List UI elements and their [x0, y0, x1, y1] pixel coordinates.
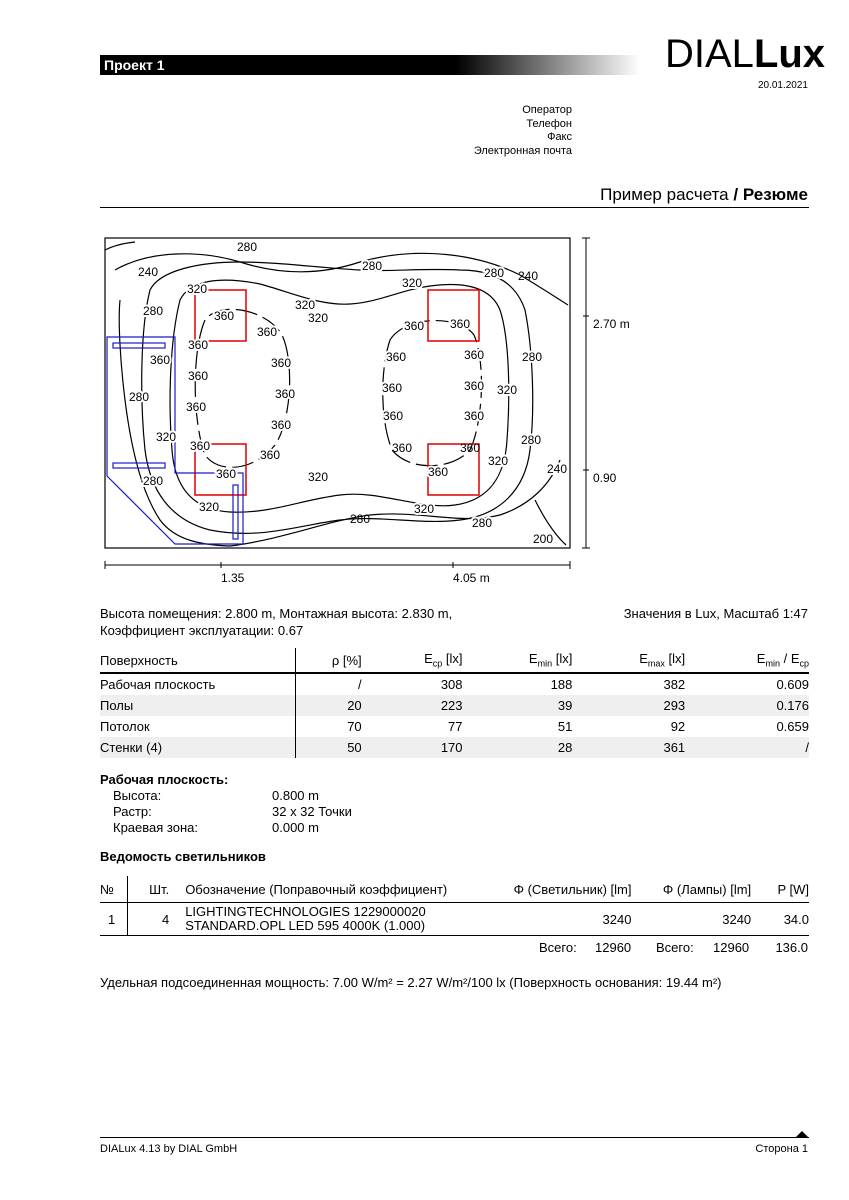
specific-power: Удельная подсоединенная мощность: 7.00 W/m² = 2.27 W/m²/100 lx (Поверхность основания: 19.44 m²) — [100, 975, 722, 990]
surface-rho: 70 — [347, 719, 362, 734]
contour-label: 360 — [256, 325, 278, 339]
col-power: P [W] — [751, 876, 809, 903]
col-flux-lamp: Φ (Лампы) [lm] — [631, 876, 751, 903]
col-emax: $E_{max}$ [lx] — [572, 648, 685, 673]
contour-label: 360 — [215, 467, 237, 481]
surface-name: Стенки (4) — [100, 737, 295, 758]
luminaire-list-title: Ведомость светильников — [100, 849, 266, 864]
maintenance-factor: Коэффициент эксплуатации: 0.67 — [100, 623, 304, 638]
contour-label: 320 — [307, 470, 329, 484]
section-title-bold: Резюме — [742, 185, 808, 204]
contour-label: 320 — [198, 500, 220, 514]
total-flux-lamp: 12960 — [713, 940, 750, 955]
contour-label: 320 — [487, 454, 509, 468]
workplane-grid-value: 32 x 32 Точки — [272, 804, 352, 819]
contour-label: 360 — [403, 319, 425, 333]
surfaces-header-row — [100, 648, 809, 673]
table-row — [100, 673, 809, 695]
contour-label: 360 — [187, 369, 209, 383]
svg-text:360: 360 — [391, 441, 413, 455]
contact-phone: Телефон — [526, 117, 572, 130]
contour-label: 320 — [155, 430, 177, 444]
surface-emin: 188 — [550, 677, 573, 692]
col-ecp: $E_{cp}$ [lx] — [362, 648, 463, 673]
contour-label: 360 — [449, 317, 471, 331]
contour-label: 360 — [189, 439, 211, 453]
footer-software: DIALux 4.13 by DIAL GmbH — [100, 1143, 238, 1155]
col-flux-luminaire: Φ (Светильник) [lm] — [489, 876, 631, 903]
surface-rho: 20 — [295, 695, 361, 716]
workplane-grid-label: Растр: — [113, 804, 152, 819]
lamp-flux: 3240 — [631, 903, 751, 936]
contour-label: 360 — [385, 350, 407, 364]
contour-label: 360 — [213, 309, 235, 323]
surface-name: Потолок — [100, 716, 295, 737]
table-row — [100, 716, 809, 737]
surface-ecp: 308 — [440, 677, 463, 692]
section-title-separator: / — [733, 185, 739, 204]
surface-ecp: 223 — [362, 695, 463, 716]
workplane-height-value: 0.800 m — [272, 788, 319, 803]
contour-label: 200 — [532, 532, 554, 546]
logo-lux: Lux — [753, 32, 826, 76]
section-title-main: Пример расчета — [600, 185, 729, 204]
luminaire-manufacturer: LIGHTINGTECHNOLOGIES 1229000020 — [185, 904, 426, 919]
contour-label: 360 — [185, 400, 207, 414]
col-designation: Обозначение (Поправочный коэффициент) — [185, 876, 489, 903]
logo-ux: ux — [778, 32, 826, 76]
contour-label: 360 — [149, 353, 171, 367]
luminaire-qty: 4 — [128, 903, 185, 936]
contour-label: 360 — [270, 356, 292, 370]
contour-label: 360 — [259, 448, 281, 462]
surface-uniformity: / — [685, 737, 809, 758]
total-power: 136.0 — [775, 940, 808, 955]
contour-label: 360 — [381, 381, 403, 395]
contour-label: 280 — [142, 474, 164, 488]
surface-rho: / — [358, 677, 362, 692]
col-uniformity: $E_{min} / E_{cp}$ — [685, 648, 809, 673]
surface-emin: 28 — [463, 737, 573, 758]
luminaire-table — [100, 876, 809, 936]
workplane-title: Рабочая плоскость: — [100, 772, 229, 787]
table-row — [100, 737, 809, 758]
surface-rho: 50 — [295, 737, 361, 758]
dim-bottom-left: 1.35 — [221, 571, 245, 585]
total-label-1: Всего: — [539, 940, 577, 955]
workplane-height-label: Высота: — [113, 788, 162, 803]
contour-label: 280 — [471, 516, 493, 530]
col-emin: $E_{min}$ [lx] — [463, 648, 573, 673]
contour-label: 320 — [401, 276, 423, 290]
contour-label: 320 — [413, 502, 435, 516]
logo-dial: DIAL — [665, 32, 754, 76]
surface-name: Полы — [100, 695, 295, 716]
dim-right-upper: 2.70 m — [593, 317, 630, 331]
footer-triangle-icon — [796, 1131, 808, 1137]
contour-label: 280 — [236, 240, 258, 254]
dim-right-lower: 0.90 — [593, 471, 617, 485]
table-row — [100, 903, 809, 936]
surface-uniformity: 0.609 — [776, 677, 809, 692]
footer-page-number: Сторона 1 — [755, 1143, 808, 1155]
total-label-2: Всего: — [656, 940, 694, 955]
luminaire-header-row — [100, 876, 809, 903]
contour-label: 280 — [483, 266, 505, 280]
table-row — [100, 695, 809, 716]
contour-label: 360 — [187, 338, 209, 352]
workplane-border-value: 0.000 m — [272, 820, 319, 835]
report-date: 20.01.2021 — [757, 80, 808, 91]
luminaire-designation — [185, 903, 489, 936]
col-no: № — [100, 876, 128, 903]
luminaire-power: 34.0 — [751, 903, 809, 936]
surface-emax: 361 — [572, 737, 685, 758]
dimension-bottom — [105, 561, 570, 569]
project-title: Проект 1 — [104, 57, 165, 73]
contour-label: 320 — [294, 298, 316, 312]
luminaire-2 — [428, 290, 479, 341]
surface-emax: 92 — [670, 719, 686, 734]
workplane-border-label: Краевая зона: — [113, 820, 198, 835]
luminaire-no: 1 — [100, 903, 128, 936]
footer-rule — [100, 1137, 809, 1138]
svg-text:240: 240 — [517, 269, 539, 283]
contour-label: 320 — [186, 282, 208, 296]
contour-label: 280 — [361, 259, 383, 273]
contour-label: 360 — [463, 348, 485, 362]
contour-label: 360 — [427, 465, 449, 479]
contour-label: 320 — [496, 383, 518, 397]
contour-label: 320 — [307, 311, 329, 325]
surface-name: Рабочая плоскость — [100, 673, 295, 695]
surface-ecp: 77 — [448, 719, 463, 734]
surface-uniformity: 0.659 — [776, 719, 809, 734]
surface-emin: 51 — [557, 719, 573, 734]
contour-label: 240 — [546, 462, 568, 476]
surface-uniformity: 0.176 — [685, 695, 809, 716]
contour-label: 360 — [270, 418, 292, 432]
col-rho: ρ [%] — [295, 648, 361, 673]
room-height-info: Высота помещения: 2.800 m, Монтажная высота: 2.830 m, — [100, 606, 453, 621]
total-flux-luminaire: 12960 — [595, 940, 632, 955]
surface-emax: 293 — [572, 695, 685, 716]
contour-label: 360 — [463, 379, 485, 393]
contour-label: 360 — [274, 387, 296, 401]
contour-label: 280 — [128, 390, 150, 404]
contour-label: 360 — [382, 409, 404, 423]
contour-label: 360 — [463, 409, 485, 423]
scale-info: Значения в Lux, Масштаб 1:47 — [623, 606, 808, 621]
luminaire-model: STANDARD.OPL LED 595 4000K (1.000) — [185, 918, 426, 933]
contour-label: 240 — [137, 265, 159, 279]
surface-ecp: 170 — [362, 737, 463, 758]
surface-emin: 39 — [463, 695, 573, 716]
dimension-right — [582, 238, 590, 548]
contact-operator: Оператор — [522, 104, 572, 116]
col-qty: Шт. — [128, 876, 185, 903]
surfaces-table — [100, 648, 809, 758]
dim-bottom-right: 4.05 m — [453, 571, 490, 585]
surface-emax: 382 — [663, 677, 686, 692]
luminaire-flux: 3240 — [489, 903, 631, 936]
contour-label: 280 — [142, 304, 164, 318]
contact-fax: Факс — [547, 131, 572, 143]
col-surface: Поверхность — [100, 648, 295, 673]
contour-label: 280 — [521, 350, 543, 364]
contour-label: 280 — [520, 433, 542, 447]
svg-text:360: 360 — [459, 441, 481, 455]
contact-email: Электронная почта — [473, 144, 572, 157]
svg-text:280: 280 — [349, 512, 371, 526]
